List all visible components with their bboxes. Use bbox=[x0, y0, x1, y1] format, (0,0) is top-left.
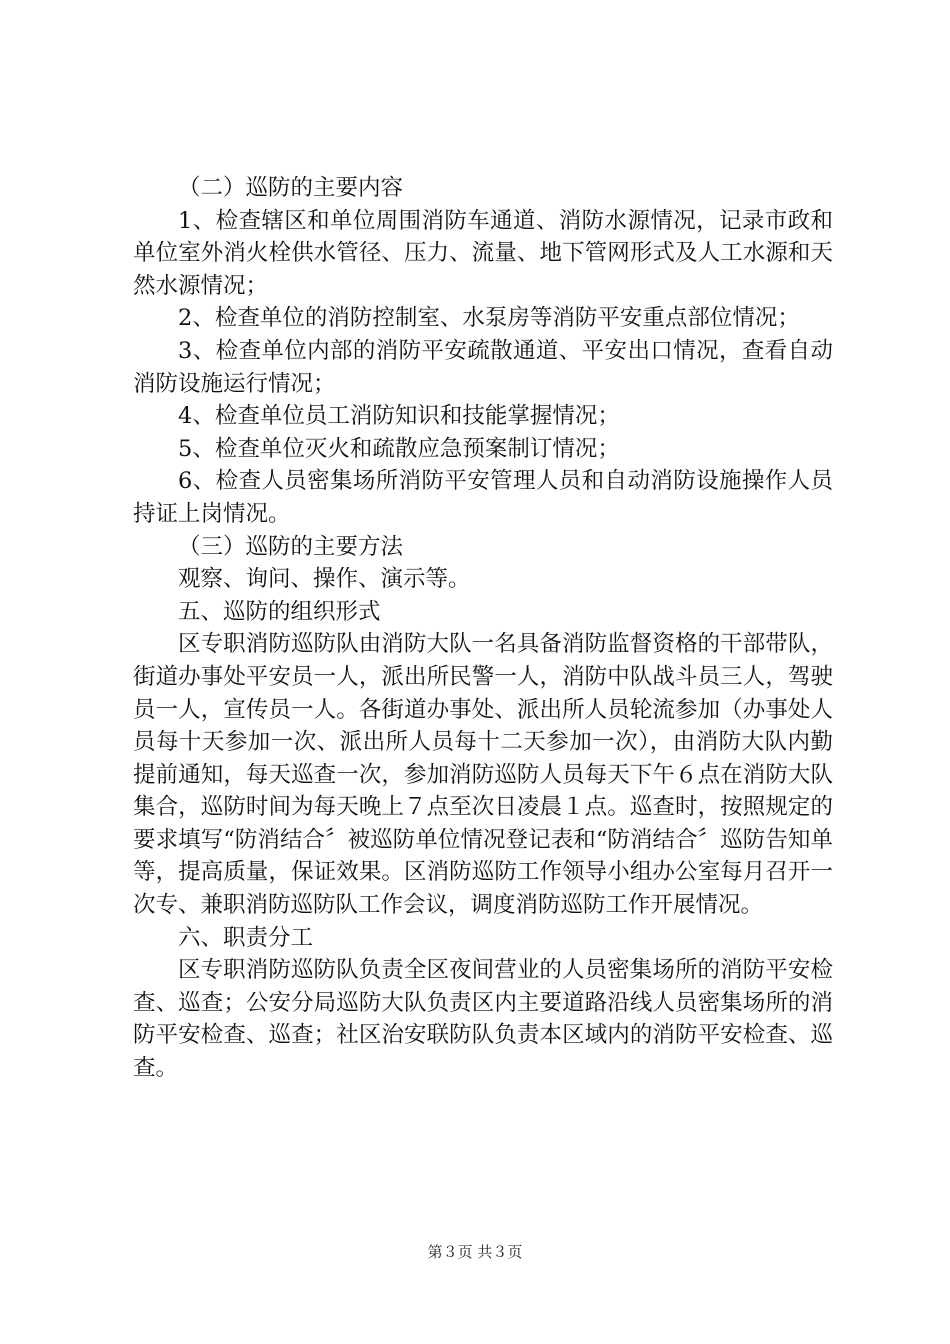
list-item-4: 4、检查单位员工消防知识和技能掌握情况； bbox=[178, 403, 620, 430]
list-item-3: 3、检查单位内部的消防平安疏散通道、平安出口情况，查看自动消防设施运行情况； bbox=[133, 337, 833, 397]
list-item-1: 1、检查辖区和单位周围消防车通道、消防水源情况，记录市政和单位室外消火栓供水管径、压力、流量、地下管网形式及人工水源和天然水源情况； bbox=[133, 207, 833, 299]
list-item-6: 6、检查人员密集场所消防平安管理人员和自动消防设施操作人员持证上岗情况。 bbox=[133, 468, 833, 527]
list-item-5: 5、检查单位灭火和疏散应急预案制订情况； bbox=[178, 435, 620, 462]
page-footer: 第３页 共３页 bbox=[427, 1243, 523, 1261]
list-item-2: 2、检查单位的消防控制室、水泵房等消防平安重点部位情况； bbox=[178, 305, 800, 332]
organization-text: 区专职消防巡防队由消防大队一名具备消防监督资格的干部带队，街道办事处平安员一人，派出所民警一人，消防中队战斗员三人，驾驶员一人，宣传员一人。各街道办事处、派出所人员轮流参加（办事处人员每十天参加一次、派出所人员每十二天参加一次），由消防大队内勤提前通知，每天巡查一次，参加消防巡防人员每天下午６点在消防大队集合，巡防时间为每天晚上７点至次日凌晨１点。巡查时，按照规定的要求填写“防消结合〞被巡防单位情况登记表和“防消结合〞巡防告知单等，提高质量，保证效果。区消防巡防工作领导小组办公室每月召开一次专、兼职消防巡防队工作会议，调度消防巡防工作开展情况。 bbox=[133, 631, 833, 919]
methods-text: 观察、询问、操作、演示等。 bbox=[178, 566, 471, 593]
responsibilities-text: 区专职消防巡防队负责全区夜间营业的人员密集场所的消防平安检查、巡查；公安分局巡防大队负责区内主要道路沿线人员密集场所的消防平安检查、巡查；社区治安联防队负责本区域内的消防平安检查、巡查。 bbox=[133, 957, 833, 1082]
section-heading-responsibilities: 六、职责分工 bbox=[178, 924, 314, 951]
section-heading-main-methods: （三）巡防的主要方法 bbox=[178, 533, 404, 560]
document-body bbox=[133, 172, 833, 1085]
section-heading-organization: 五、巡防的组织形式 bbox=[178, 598, 381, 625]
section-heading-main-content: （二）巡防的主要内容 bbox=[178, 175, 404, 201]
